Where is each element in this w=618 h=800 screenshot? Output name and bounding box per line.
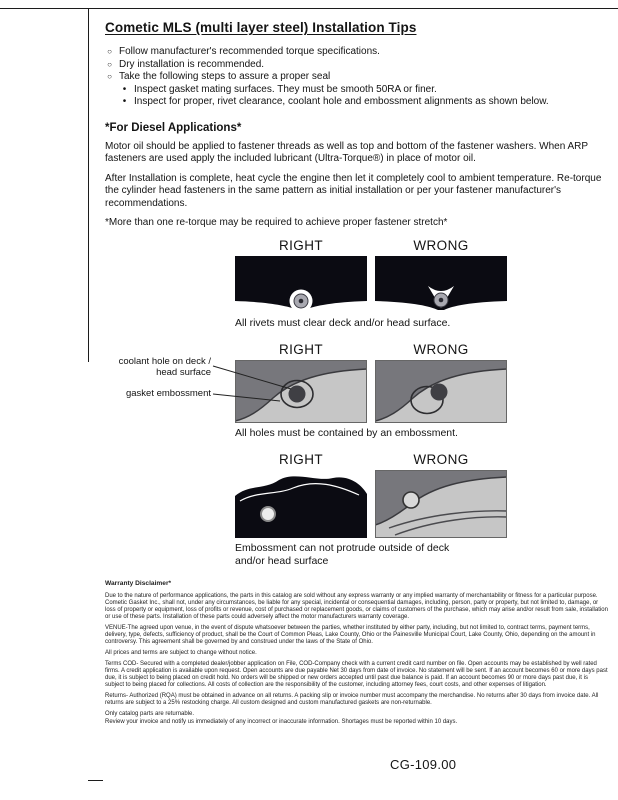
rivet-wrong-diagram: [375, 256, 507, 313]
rivet-caption: All rivets must clear deck and/or head surface.: [235, 316, 451, 329]
right-heading: RIGHT: [279, 341, 323, 357]
callout-coolant-hole: coolant hole on deck / head surface: [118, 355, 211, 378]
embossment-right-diagram: [235, 470, 367, 538]
warranty-paragraph: Terms COD- Secured with a completed dealer/jobber application on File, COD-Company check with a current credit card number on file. Open accounts may be established by well rated firms. A credit application is available upon request. Open accounts are due payable Net 30 days from date of invoice. No statement will be sent. If an account becomes 60 or more days past due, it is subject to being placed on credit hold. No orders will be shipped or new orders accepted until past due balance is paid. If an account becomes 90 or more days past due, it is subject to being placed for collections. All costs of collection are the responsibility of the customer, including attorney fees, court costs, and other expenses of litigation.: [105, 660, 608, 688]
diagram-panels: [235, 470, 507, 538]
tip-sub-item: [120, 84, 608, 97]
installation-tips-list: [105, 46, 608, 109]
warranty-heading: Warranty Disclaimer*: [105, 579, 172, 587]
page-content: [105, 20, 608, 727]
circle-bullet-icon: ○: [107, 72, 112, 81]
callout-gasket-embossment: gasket embossment: [125, 387, 211, 399]
tip-item: [105, 46, 608, 59]
diesel-paragraph-2: After Installation is complete, heat cycle the engine then let it completely cool to ambient temperature. Re-torque the cylinder head fasteners in the same pattern as initial installation or per your fastener manufacturer's recommendations.: [105, 172, 602, 209]
right-heading: RIGHT: [279, 237, 323, 253]
page-title: Cometic MLS (multi layer steel) Installation Tips: [105, 20, 417, 35]
circle-bullet-icon: ○: [107, 59, 112, 69]
disc-bullet-icon: •: [122, 83, 127, 95]
diagram-headings: [235, 342, 507, 357]
diesel-applications-heading: *For Diesel Applications*: [105, 121, 242, 134]
tip-text: Inspect for proper, rivet clearance, coolant hole and embossment alignments as shown below.: [134, 96, 549, 107]
warranty-paragraph: Due to the nature of performance applications, the parts in this catalog are sold without any express warranty or any implied warranty of merchantability or fitness for a particular purpose. Cometic Gasket Inc., shall not, under any circumstances, be liable for any special, incidental or consequential damages, including, person, party or property, but not limited to, damage, or loss of property or equipment, loss of profits or revenue, cost of purchased or replacement goods, or claims of customers of the purchase, which may arise and/or result from sale, installation or use of these parts. Installation of these parts could adversely affect the motor manufacturers warranty coverage.: [105, 592, 608, 620]
holes-caption: All holes must be contained by an embossment.: [235, 426, 458, 439]
wrong-heading: WRONG: [413, 451, 469, 467]
warranty-section: [105, 580, 608, 726]
warranty-paragraph: Returns- Authorized (RQA) must be obtained in advance on all returns. A packing slip or invoice number must accompany the merchandise. No returns after 30 days from invoice date. All returns are subject to a 25% restocking charge. All custom designed and custom manufactured gaskets are non-returnable.: [105, 692, 599, 706]
diagram-headings: [235, 238, 507, 253]
retorque-note: *More than one re-torque may be required to achieve proper fastener stretch*: [105, 217, 448, 228]
diesel-paragraph-1: Motor oil should be applied to fastener threads as well as top and bottom of the fastener washers. When ARP fasteners are used apply the included lubricant (Ultra-Torque®) in place of motor oil.: [105, 140, 588, 164]
wrong-heading: WRONG: [413, 341, 469, 357]
tip-text: Inspect gasket mating surfaces. They must be smooth 50RA or finer.: [134, 83, 437, 95]
bottom-border-rule: [88, 780, 103, 781]
top-border-rule: [0, 8, 618, 9]
tip-item: [105, 71, 608, 84]
tip-text: Dry installation is recommended.: [119, 58, 265, 70]
coolant-hole-right-diagram: [235, 360, 367, 423]
warranty-paragraph: Review your invoice and notify us immediately of any incorrect or inaccurate information. Shortages must be reported within 10 days.: [105, 718, 458, 725]
page-code: CG-109.00: [390, 757, 457, 772]
tip-item: [105, 59, 608, 72]
wrong-heading: WRONG: [413, 237, 469, 253]
diagram-panels: [235, 256, 507, 313]
embossment-caption: Embossment can not protrude outside of deck and/or head surface: [235, 541, 450, 567]
diagram-row-holes: [235, 342, 507, 440]
coolant-hole-wrong-diagram: [375, 360, 507, 423]
diagram-panels: [235, 360, 507, 423]
diagram-row-embossment: [235, 452, 507, 568]
warranty-paragraph: All prices and terms are subject to change without notice.: [105, 649, 257, 656]
rivet-right-diagram: [235, 256, 367, 313]
right-heading: RIGHT: [279, 451, 323, 467]
left-border-rule: [88, 8, 89, 362]
embossment-wrong-diagram: [375, 470, 507, 538]
diagram-row-rivets: [235, 238, 507, 330]
tip-text: Follow manufacturer's recommended torque specifications.: [119, 46, 380, 57]
diagram-section: [105, 238, 608, 568]
tip-text: Take the following steps to assure a proper seal: [119, 71, 331, 82]
warranty-paragraph: VENUE-The agreed upon venue, in the event of dispute whatsoever between the parties, whether instituted by either party, including, but not limited to, contract terms, payment terms, delivery, type, defects, sufficiency of product, shall be the Court of Common Pleas, Lake County, Ohio or the Painesville Municipal Court, Lake County, Ohio, depending on the amount in controversy. This agreement shall be governed by and construed under the laws of the State of Ohio.: [105, 624, 596, 645]
diagram-headings: [235, 452, 507, 467]
circle-bullet-icon: ○: [107, 47, 112, 56]
tip-sub-item: [120, 96, 608, 109]
warranty-paragraph: Only catalog parts are returnable.: [105, 710, 195, 717]
disc-bullet-icon: •: [122, 96, 127, 107]
